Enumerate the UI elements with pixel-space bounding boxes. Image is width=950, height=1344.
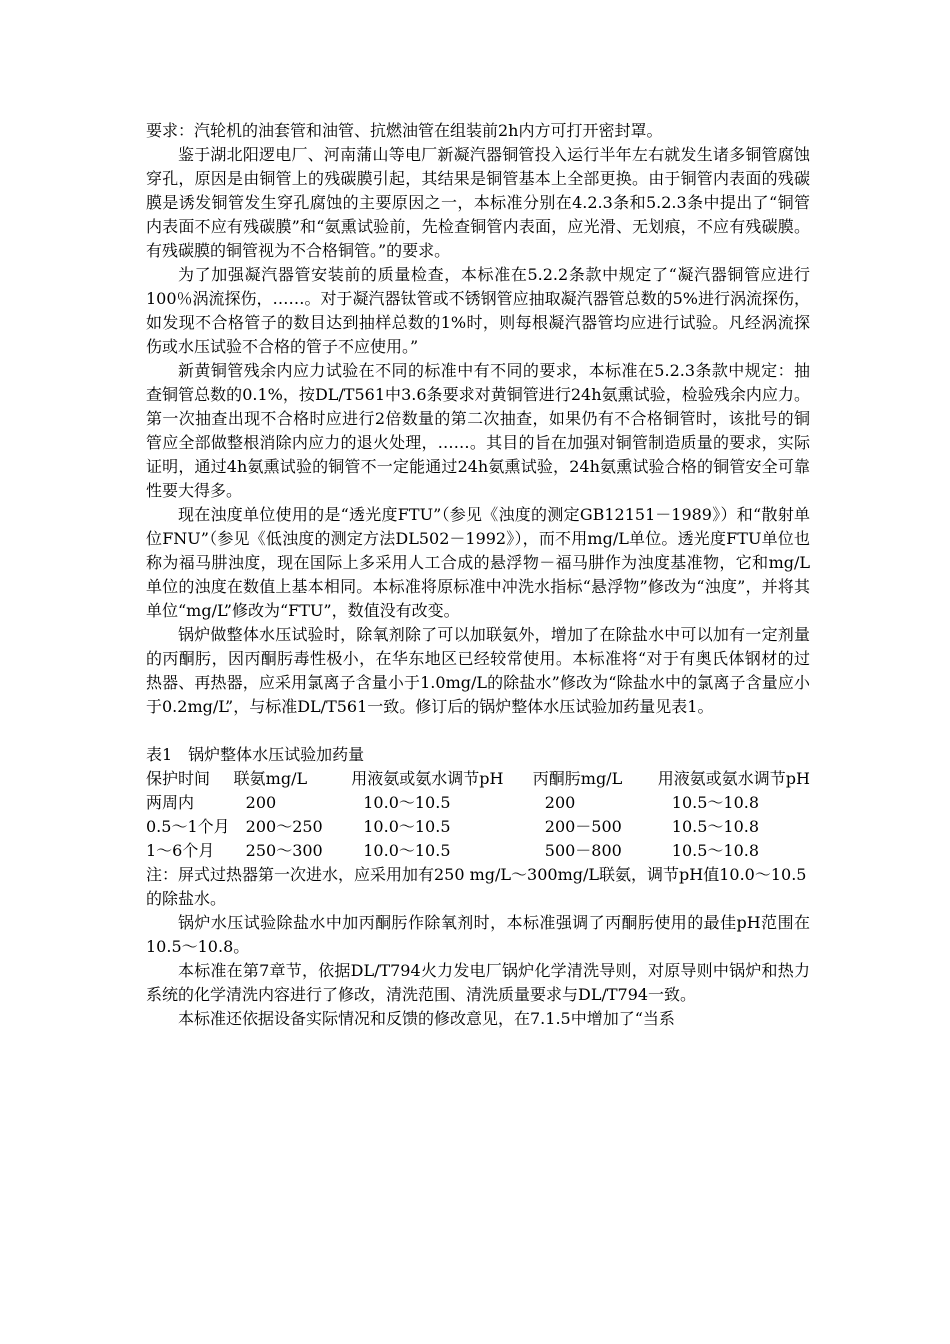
table-cell: 200－500 — [544, 817, 622, 836]
paragraph: 本标准还依据设备实际情况和反馈的修改意见，在7.1.5中增加了“当系 — [178, 1009, 675, 1028]
table-row — [146, 839, 810, 863]
table-cell: 10.0～10.5 — [363, 817, 451, 836]
paragraph: 现在浊度单位使用的是“透光度FTU”（参见《浊度的测定GB12151－1989》）和“散射单位FNU”（参见《低浊度的测定方法DL502－1992》），而不用mg/L单位。透光度FTU单位也称为福马肼浊度，现在国际上多采用人工合成的悬浮物－福马肼作为浊度基准物，它和mg/L单位的浊度在数值上基本相同。本标准将原标准中冲洗水指标“悬浮物”修改为“浊度”，并将其单位“mg/L”修改为“FTU”，数值没有改变。 — [146, 505, 810, 620]
paragraph: 新黄铜管残余内应力试验在不同的标准中有不同的要求，本标准在5.2.3条款中规定：抽查铜管总数的0.1%，按DL/T561中3.6条要求对黄铜管进行24h氨熏试验，检验残余内应力。第一次抽查出现不合格时应进行2倍数量的第二次抽查，如果仍有不合格铜管时，该批号的铜管应全部做整根消除内应力的退火处理，……。其目的旨在加强对铜管制造质量的要求，实际证明，通过4h氨熏试验的铜管不一定能通过24h氨熏试验，24h氨熏试验合格的铜管安全可靠性要大得多。 — [146, 361, 810, 500]
table-row — [146, 791, 810, 815]
table-note: 注：屏式过热器第一次进水，应采用加有250 mg/L～300mg/L联氨，调节pH值10.0～10.5的除盐水。 — [146, 865, 807, 908]
dosage-table — [146, 767, 810, 863]
paragraph: 鉴于湖北阳逻电厂、河南蒲山等电厂新凝汽器铜管投入运行半年左右就发生诸多铜管腐蚀穿孔，原因是由铜管上的残碳膜引起，其结果是铜管基本上全部更换。由于铜管内表面的残碳膜是诱发铜管发生穿孔腐蚀的主要原因之一，本标准分别在4.2.3条和5.2.3条中提出了“铜管内表面不应有残碳膜”和“氨熏试验前，先检查铜管内表面，应光滑、无划痕，不应有残碳膜。有残碳膜的铜管视为不合格铜管。”的要求。 — [146, 145, 810, 260]
table-cell: 200 — [544, 793, 576, 812]
table-cell: 200 — [245, 793, 277, 812]
table-caption: 表1 锅炉整体水压试验加药量 — [146, 745, 365, 764]
table-cell: 250～300 — [245, 841, 323, 860]
spacer — [146, 719, 810, 743]
paragraph: 锅炉做整体水压试验时，除氧剂除了可以加联氨外，增加了在除盐水中可以加有一定剂量的丙酮肟，因丙酮肟毒性极小，在华东地区已经较常使用。本标准将“对于有奥氏体钢材的过热器、再热器，应采用氯离子含量小于1.0mg/L的除盐水”修改为“除盐水中的氯离子含量应小于0.2mg/L”，与标准DL/T561一致。修订后的锅炉整体水压试验加药量见表1。 — [146, 625, 810, 716]
paragraph: 本标准在第7章节，依据DL/T794火力发电厂锅炉化学清洗导则，对原导则中锅炉和热力系统的化学清洗内容进行了修改，清洗范围、清洗质量要求与DL/T794一致。 — [146, 961, 810, 1004]
table-cell: 两周内 — [146, 793, 195, 812]
table-cell: 10.0～10.5 — [363, 793, 451, 812]
table-header-cell: 用液氨或氨水调节pH — [351, 769, 504, 788]
table-cell: 10.5～10.8 — [671, 817, 760, 836]
table-header-cell: 保护时间 — [146, 769, 211, 788]
table-header-cell: 丙酮肟mg/L — [532, 769, 623, 788]
table-cell: 200～250 — [245, 817, 323, 836]
table-cell: 500－800 — [544, 841, 622, 860]
table-header-cell: 联氨mg/L — [233, 769, 308, 788]
table-cell: 10.5～10.8 — [671, 841, 760, 860]
table-cell: 0.5～1个月 — [146, 817, 230, 836]
paragraph: 要求：汽轮机的油套管和油管、抗燃油管在组装前2h内方可打开密封罩。 — [146, 121, 663, 140]
table-row — [146, 815, 810, 839]
table-cell: 1～6个月 — [146, 841, 215, 860]
table-cell: 10.0～10.5 — [363, 841, 451, 860]
paragraph: 锅炉水压试验除盐水中加丙酮肟作除氧剂时，本标准强调了丙酮肟使用的最佳pH范围在10.5～10.8。 — [146, 913, 810, 956]
paragraph: 为了加强凝汽器管安装前的质量检查，本标准在5.2.2条款中规定了“凝汽器铜管应进行100％涡流探伤，……。对于凝汽器钛管或不锈钢管应抽取凝汽器管总数的5%进行涡流探伤，如发现不合格管子的数目达到抽样总数的1%时，则每根凝汽器管均应进行试验。凡经涡流探伤或水压试验不合格的管子不应使用。” — [146, 265, 810, 356]
table-cell: 10.5～10.8 — [671, 793, 760, 812]
document-page — [146, 119, 810, 1031]
table-header-cell: 用液氨或氨水调节pH — [657, 769, 810, 788]
table-header-row — [146, 767, 810, 791]
